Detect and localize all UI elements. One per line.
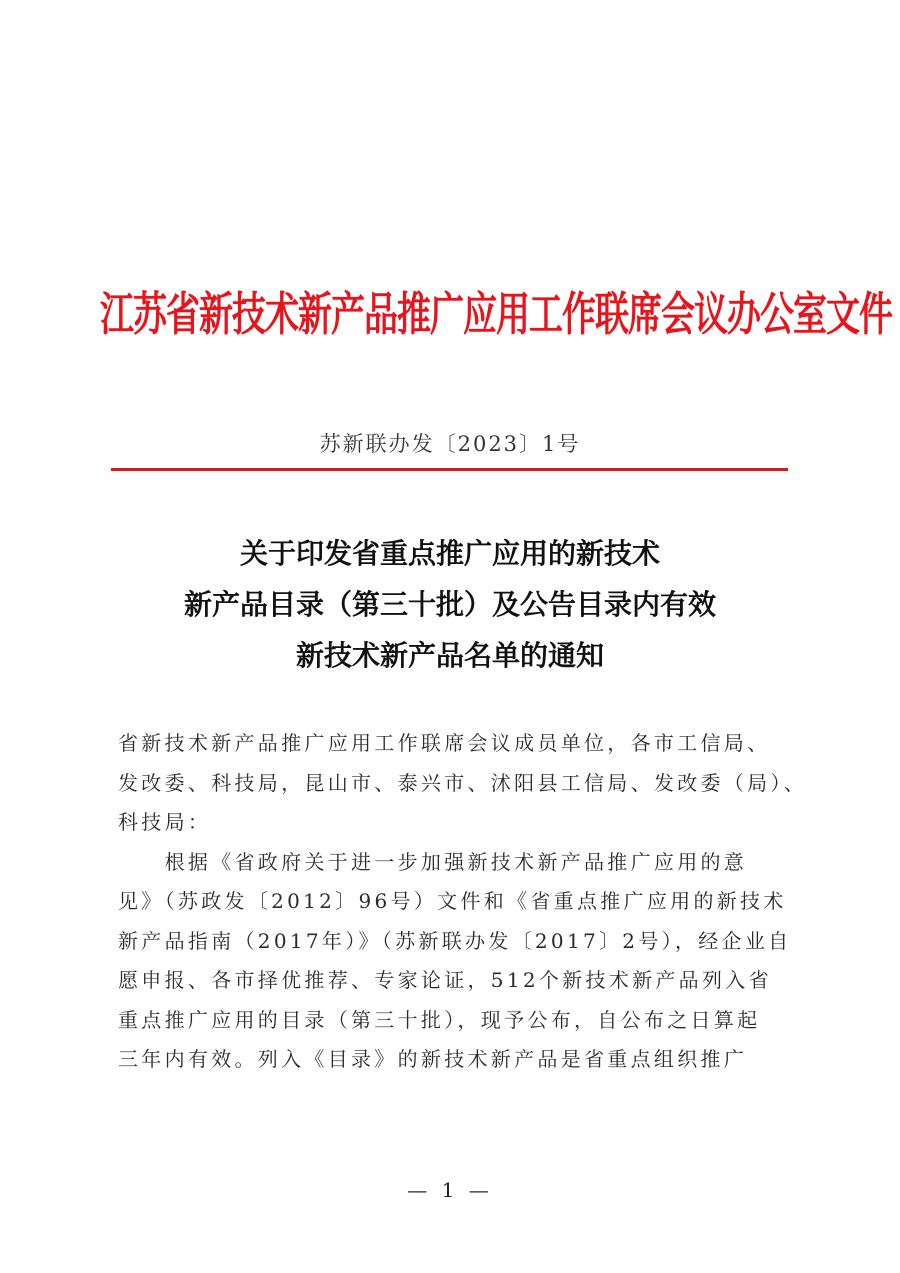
paragraph-line-4: 愿申报、各市择优推荐、专家论证，512个新技术新产品列入省: [118, 968, 772, 992]
masthead-title: 江苏省新技术新产品推广应用工作联席会议办公室文件: [100, 288, 892, 342]
title-line-1: 关于印发省重点推广应用的新技术: [239, 537, 660, 570]
paragraph-line-6: 三年内有效。列入《目录》的新技术新产品是省重点组织推广: [118, 1047, 748, 1071]
paragraph-line-5: 重点推广应用的目录（第三十批），现予公布，自公布之日算起: [118, 1007, 761, 1032]
addressee-line-1: 省新技术新产品推广应用工作联席会议成员单位，各市工信局、: [118, 731, 771, 755]
page-number: — 1 —: [407, 1178, 493, 1202]
paragraph-line-1: 根据《省政府关于进一步加强新技术新产品推广应用的意: [118, 849, 748, 874]
addressee-line-3: 科技局：: [118, 810, 212, 834]
document-number: 苏新联办发〔2023〕1号: [319, 432, 581, 456]
body-text: [118, 724, 807, 1080]
notice-title: [0, 528, 900, 681]
red-divider-rule: [111, 468, 788, 471]
paragraph-line-2: 见》（苏政发〔2012〕96号）文件和《省重点推广应用的新技术: [118, 889, 787, 913]
paragraph-line-3: 新产品指南（2017年）》（苏新联办发〔2017〕2号），经企业自: [118, 928, 792, 953]
addressee-line-2: 发改委、科技局，昆山市、泰兴市、沭阳县工信局、发改委（局）、: [118, 770, 807, 795]
title-line-3: 新技术新产品名单的通知: [295, 639, 604, 672]
title-line-2: 新产品目录（第三十批）及公告目录内有效: [183, 588, 716, 621]
